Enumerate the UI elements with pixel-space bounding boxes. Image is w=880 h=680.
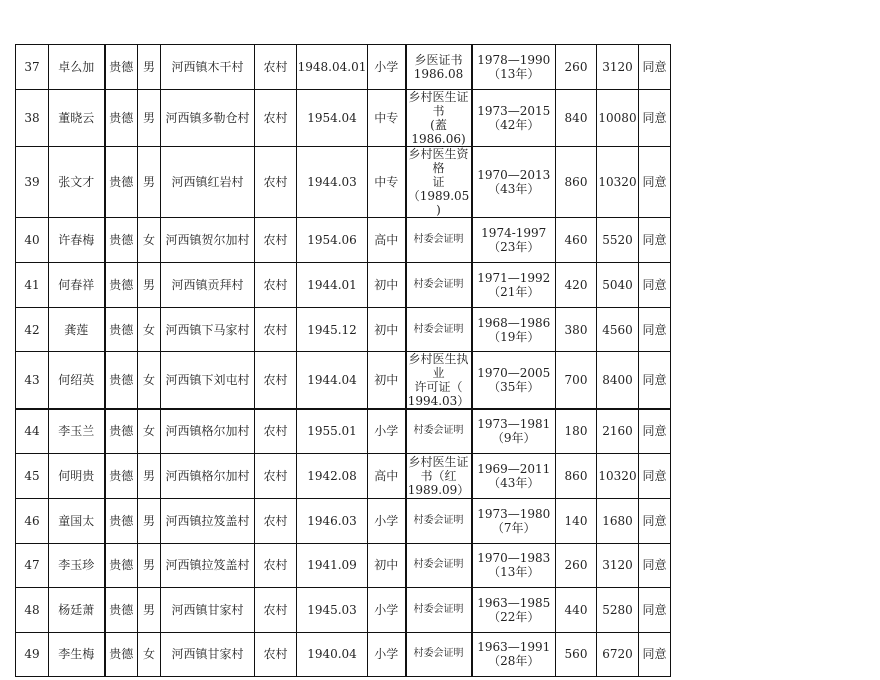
cell-name: 何春祥 xyxy=(49,263,105,308)
cell-months: 860 xyxy=(556,453,597,498)
cell-opinion: 同意 xyxy=(639,632,671,676)
cell-service-period xyxy=(472,453,556,498)
cell-opinion: 同意 xyxy=(639,218,671,263)
cell-months: 180 xyxy=(556,409,597,453)
table-row xyxy=(16,453,671,498)
cell-birth-date: 1942.08 xyxy=(297,453,368,498)
cell-service-period xyxy=(472,498,556,543)
table-row xyxy=(16,308,671,352)
cell-number: 48 xyxy=(16,587,49,632)
cell-name: 龚莲 xyxy=(49,308,105,352)
cell-service-period-line: 1963—1985 xyxy=(477,595,551,610)
cell-county: 贵德 xyxy=(105,409,138,453)
cell-service-period-line: 1974-1997 xyxy=(481,226,547,240)
cell-number: 41 xyxy=(16,263,49,308)
cell-birth-date: 1941.09 xyxy=(297,543,368,587)
table-row xyxy=(16,587,671,632)
cell-service-period-line: （21年） xyxy=(488,285,540,299)
cell-household-type: 农村 xyxy=(255,218,297,263)
cell-address: 河西镇下刘屯村 xyxy=(161,352,255,410)
cell-certificate-line: 乡村医生执业 xyxy=(408,352,469,380)
cell-address: 河西镇拉笈盖村 xyxy=(161,498,255,543)
cell-birth-date: 1954.04 xyxy=(297,90,368,147)
cell-address: 河西镇拉笈盖村 xyxy=(161,543,255,587)
cell-birth-date: 1944.03 xyxy=(297,147,368,218)
cell-name: 许春梅 xyxy=(49,218,105,263)
cell-sex: 女 xyxy=(138,218,161,263)
cell-number: 47 xyxy=(16,543,49,587)
cell-education: 小学 xyxy=(368,45,406,90)
cell-certificate xyxy=(406,90,472,147)
cell-county: 贵德 xyxy=(105,543,138,587)
cell-household-type: 农村 xyxy=(255,587,297,632)
cell-months: 420 xyxy=(556,263,597,308)
cell-certificate-line: 1989.09） xyxy=(407,482,470,497)
cell-household-type: 农村 xyxy=(255,90,297,147)
cell-birth-date: 1955.01 xyxy=(297,409,368,453)
cell-service-period-line: 1970—2005 xyxy=(477,366,551,380)
cell-certificate-line: 乡村医生证 xyxy=(408,454,469,469)
cell-certificate-line: 村委会证明 xyxy=(413,323,464,335)
cell-birth-date: 1944.01 xyxy=(297,263,368,308)
cell-service-period-line: （13年） xyxy=(488,67,540,81)
cell-service-period-line: 1973—1980 xyxy=(477,506,551,521)
cell-household-type: 农村 xyxy=(255,632,297,676)
cell-education: 小学 xyxy=(368,409,406,453)
cell-number: 37 xyxy=(16,45,49,90)
cell-county: 贵德 xyxy=(105,352,138,410)
cell-certificate xyxy=(406,632,472,676)
cell-amount: 3120 xyxy=(597,543,639,587)
cell-service-period xyxy=(472,587,556,632)
cell-amount: 10320 xyxy=(597,453,639,498)
cell-certificate-line: 村委会证明 xyxy=(413,559,464,570)
cell-certificate xyxy=(406,498,472,543)
cell-certificate-line: 村委会证明 xyxy=(413,648,464,659)
cell-sex: 男 xyxy=(138,587,161,632)
cell-opinion: 同意 xyxy=(639,498,671,543)
cell-number: 39 xyxy=(16,147,49,218)
cell-service-period-line: 1978—1990 xyxy=(477,53,551,67)
cell-address: 河西镇贡拜村 xyxy=(161,263,255,308)
cell-number: 40 xyxy=(16,218,49,263)
cell-opinion: 同意 xyxy=(639,409,671,453)
cell-certificate-line: (蓋1986.06) xyxy=(411,118,466,146)
cell-name: 何绍英 xyxy=(49,352,105,410)
cell-certificate xyxy=(406,352,472,410)
cell-birth-date: 1946.03 xyxy=(297,498,368,543)
cell-address: 河西镇下马家村 xyxy=(161,308,255,352)
cell-service-period xyxy=(472,218,556,263)
cell-certificate-line: 许可证（ xyxy=(414,380,463,394)
cell-months: 140 xyxy=(556,498,597,543)
cell-months: 260 xyxy=(556,45,597,90)
cell-education: 初中 xyxy=(368,308,406,352)
cell-service-period xyxy=(472,45,556,90)
records-table xyxy=(15,44,671,677)
cell-certificate-line: 乡村医生证书 xyxy=(408,90,469,118)
cell-education: 中专 xyxy=(368,147,406,218)
table-row xyxy=(16,498,671,543)
cell-service-period xyxy=(472,147,556,218)
cell-education: 初中 xyxy=(368,263,406,308)
cell-months: 380 xyxy=(556,308,597,352)
cell-service-period-line: 1968—1986 xyxy=(477,315,551,330)
cell-service-period-line: 1971—1992 xyxy=(477,271,551,285)
cell-amount: 8400 xyxy=(597,352,639,410)
cell-service-period xyxy=(472,352,556,410)
cell-service-period-line: （42年） xyxy=(488,118,540,132)
cell-address: 河西镇多勒仓村 xyxy=(161,90,255,147)
cell-service-period xyxy=(472,409,556,453)
cell-amount: 2160 xyxy=(597,409,639,453)
cell-service-period-line: （22年） xyxy=(488,609,540,624)
cell-months: 860 xyxy=(556,147,597,218)
cell-sex: 女 xyxy=(138,409,161,453)
cell-address: 河西镇贺尔加村 xyxy=(161,218,255,263)
cell-certificate xyxy=(406,409,472,453)
cell-certificate xyxy=(406,453,472,498)
cell-months: 560 xyxy=(556,632,597,676)
cell-service-period-line: 1973—2015 xyxy=(477,104,551,118)
cell-sex: 女 xyxy=(138,308,161,352)
cell-birth-date: 1940.04 xyxy=(297,632,368,676)
cell-sex: 男 xyxy=(138,543,161,587)
cell-opinion: 同意 xyxy=(639,543,671,587)
cell-months: 260 xyxy=(556,543,597,587)
cell-name: 杨廷萧 xyxy=(49,587,105,632)
cell-amount: 5520 xyxy=(597,218,639,263)
cell-opinion: 同意 xyxy=(639,587,671,632)
cell-household-type: 农村 xyxy=(255,543,297,587)
cell-education: 小学 xyxy=(368,632,406,676)
cell-amount: 10080 xyxy=(597,90,639,147)
cell-certificate xyxy=(406,263,472,308)
table-row xyxy=(16,45,671,90)
cell-certificate-line: 1986.08 xyxy=(413,67,464,81)
cell-amount: 6720 xyxy=(597,632,639,676)
cell-service-period-line: 1973—1981 xyxy=(477,417,551,432)
cell-amount: 5280 xyxy=(597,587,639,632)
cell-service-period-line: 1969—2011 xyxy=(477,461,551,476)
cell-certificate-line: 乡医证书 xyxy=(414,53,463,67)
table-row xyxy=(16,218,671,263)
cell-county: 贵德 xyxy=(105,263,138,308)
cell-address: 河西镇木干村 xyxy=(161,45,255,90)
table-row xyxy=(16,352,671,410)
cell-education: 小学 xyxy=(368,587,406,632)
cell-education: 初中 xyxy=(368,352,406,410)
cell-number: 49 xyxy=(16,632,49,676)
cell-county: 贵德 xyxy=(105,632,138,676)
cell-service-period xyxy=(472,632,556,676)
cell-amount: 4560 xyxy=(597,308,639,352)
records-body xyxy=(16,45,671,677)
cell-education: 初中 xyxy=(368,543,406,587)
cell-service-period-line: （7年） xyxy=(491,520,536,535)
table-row xyxy=(16,543,671,587)
cell-number: 46 xyxy=(16,498,49,543)
cell-amount: 5040 xyxy=(597,263,639,308)
cell-months: 460 xyxy=(556,218,597,263)
cell-certificate-line: ) xyxy=(436,203,441,217)
cell-address: 河西镇甘家村 xyxy=(161,632,255,676)
cell-certificate xyxy=(406,308,472,352)
cell-service-period-line: 1970—1983 xyxy=(477,551,551,565)
cell-certificate-line: 村委会证明 xyxy=(413,234,464,245)
cell-opinion: 同意 xyxy=(639,147,671,218)
cell-household-type: 农村 xyxy=(255,498,297,543)
cell-name: 童国太 xyxy=(49,498,105,543)
cell-opinion: 同意 xyxy=(639,352,671,410)
cell-service-period-line: （28年） xyxy=(488,654,540,668)
cell-certificate-line: 证（1989.05 xyxy=(407,175,470,203)
table-row xyxy=(16,409,671,453)
cell-address: 河西镇格尔加村 xyxy=(161,453,255,498)
cell-birth-date: 1945.03 xyxy=(297,587,368,632)
cell-certificate-line: 村委会证明 xyxy=(413,603,464,615)
cell-name: 何明贵 xyxy=(49,453,105,498)
cell-sex: 男 xyxy=(138,147,161,218)
cell-household-type: 农村 xyxy=(255,263,297,308)
cell-certificate-line: 书（红 xyxy=(420,468,457,483)
cell-certificate-line: 村委会证明 xyxy=(413,514,464,526)
cell-number: 42 xyxy=(16,308,49,352)
cell-number: 44 xyxy=(16,409,49,453)
cell-county: 贵德 xyxy=(105,218,138,263)
cell-education: 高中 xyxy=(368,218,406,263)
cell-name: 李生梅 xyxy=(49,632,105,676)
cell-amount: 3120 xyxy=(597,45,639,90)
cell-opinion: 同意 xyxy=(639,45,671,90)
cell-number: 45 xyxy=(16,453,49,498)
cell-name: 张文才 xyxy=(49,147,105,218)
cell-county: 贵德 xyxy=(105,498,138,543)
cell-birth-date: 1944.04 xyxy=(297,352,368,410)
cell-certificate-line: 1994.03） xyxy=(407,394,470,408)
cell-months: 840 xyxy=(556,90,597,147)
cell-county: 贵德 xyxy=(105,308,138,352)
cell-service-period-line: （9年） xyxy=(491,431,536,446)
cell-household-type: 农村 xyxy=(255,352,297,410)
cell-household-type: 农村 xyxy=(255,147,297,218)
cell-household-type: 农村 xyxy=(255,308,297,352)
cell-education: 小学 xyxy=(368,498,406,543)
cell-certificate xyxy=(406,543,472,587)
cell-certificate-line: 村委会证明 xyxy=(413,425,464,437)
cell-sex: 男 xyxy=(138,90,161,147)
cell-education: 高中 xyxy=(368,453,406,498)
cell-household-type: 农村 xyxy=(255,409,297,453)
table-row xyxy=(16,632,671,676)
cell-certificate-line: 村委会证明 xyxy=(413,279,464,290)
cell-service-period-line: （35年） xyxy=(488,380,540,394)
table-row xyxy=(16,90,671,147)
cell-service-period-line: 1970—2013 xyxy=(477,168,551,182)
cell-sex: 女 xyxy=(138,632,161,676)
cell-opinion: 同意 xyxy=(639,308,671,352)
cell-county: 贵德 xyxy=(105,45,138,90)
cell-household-type: 农村 xyxy=(255,453,297,498)
cell-service-period xyxy=(472,308,556,352)
cell-service-period-line: （13年） xyxy=(488,565,540,579)
cell-number: 43 xyxy=(16,352,49,410)
cell-sex: 男 xyxy=(138,45,161,90)
cell-sex: 男 xyxy=(138,453,161,498)
cell-number: 38 xyxy=(16,90,49,147)
cell-amount: 1680 xyxy=(597,498,639,543)
cell-sex: 女 xyxy=(138,352,161,410)
table-row xyxy=(16,263,671,308)
cell-name: 卓么加 xyxy=(49,45,105,90)
cell-county: 贵德 xyxy=(105,147,138,218)
cell-amount: 10320 xyxy=(597,147,639,218)
cell-service-period xyxy=(472,543,556,587)
cell-certificate xyxy=(406,45,472,90)
cell-county: 贵德 xyxy=(105,587,138,632)
cell-household-type: 农村 xyxy=(255,45,297,90)
cell-service-period-line: 1963—1991 xyxy=(477,640,551,654)
cell-name: 董晓云 xyxy=(49,90,105,147)
cell-sex: 男 xyxy=(138,263,161,308)
cell-county: 贵德 xyxy=(105,453,138,498)
cell-service-period-line: （23年） xyxy=(488,240,540,254)
cell-sex: 男 xyxy=(138,498,161,543)
cell-opinion: 同意 xyxy=(639,263,671,308)
cell-certificate-line: 乡村医生资格 xyxy=(408,147,469,175)
cell-county: 贵德 xyxy=(105,90,138,147)
cell-address: 河西镇甘家村 xyxy=(161,587,255,632)
cell-birth-date: 1954.06 xyxy=(297,218,368,263)
cell-education: 中专 xyxy=(368,90,406,147)
cell-certificate xyxy=(406,218,472,263)
cell-address: 河西镇红岩村 xyxy=(161,147,255,218)
cell-months: 700 xyxy=(556,352,597,410)
cell-name: 李玉珍 xyxy=(49,543,105,587)
cell-service-period xyxy=(472,90,556,147)
cell-service-period-line: （43年） xyxy=(488,182,540,196)
cell-birth-date: 1948.04.01 xyxy=(297,45,368,90)
table-row xyxy=(16,147,671,218)
cell-months: 440 xyxy=(556,587,597,632)
cell-certificate xyxy=(406,587,472,632)
cell-name: 李玉兰 xyxy=(49,409,105,453)
cell-service-period-line: （19年） xyxy=(488,329,540,344)
cell-certificate xyxy=(406,147,472,218)
cell-address: 河西镇格尔加村 xyxy=(161,409,255,453)
cell-birth-date: 1945.12 xyxy=(297,308,368,352)
cell-opinion: 同意 xyxy=(639,90,671,147)
cell-opinion: 同意 xyxy=(639,453,671,498)
cell-service-period-line: （43年） xyxy=(488,475,540,490)
cell-service-period xyxy=(472,263,556,308)
